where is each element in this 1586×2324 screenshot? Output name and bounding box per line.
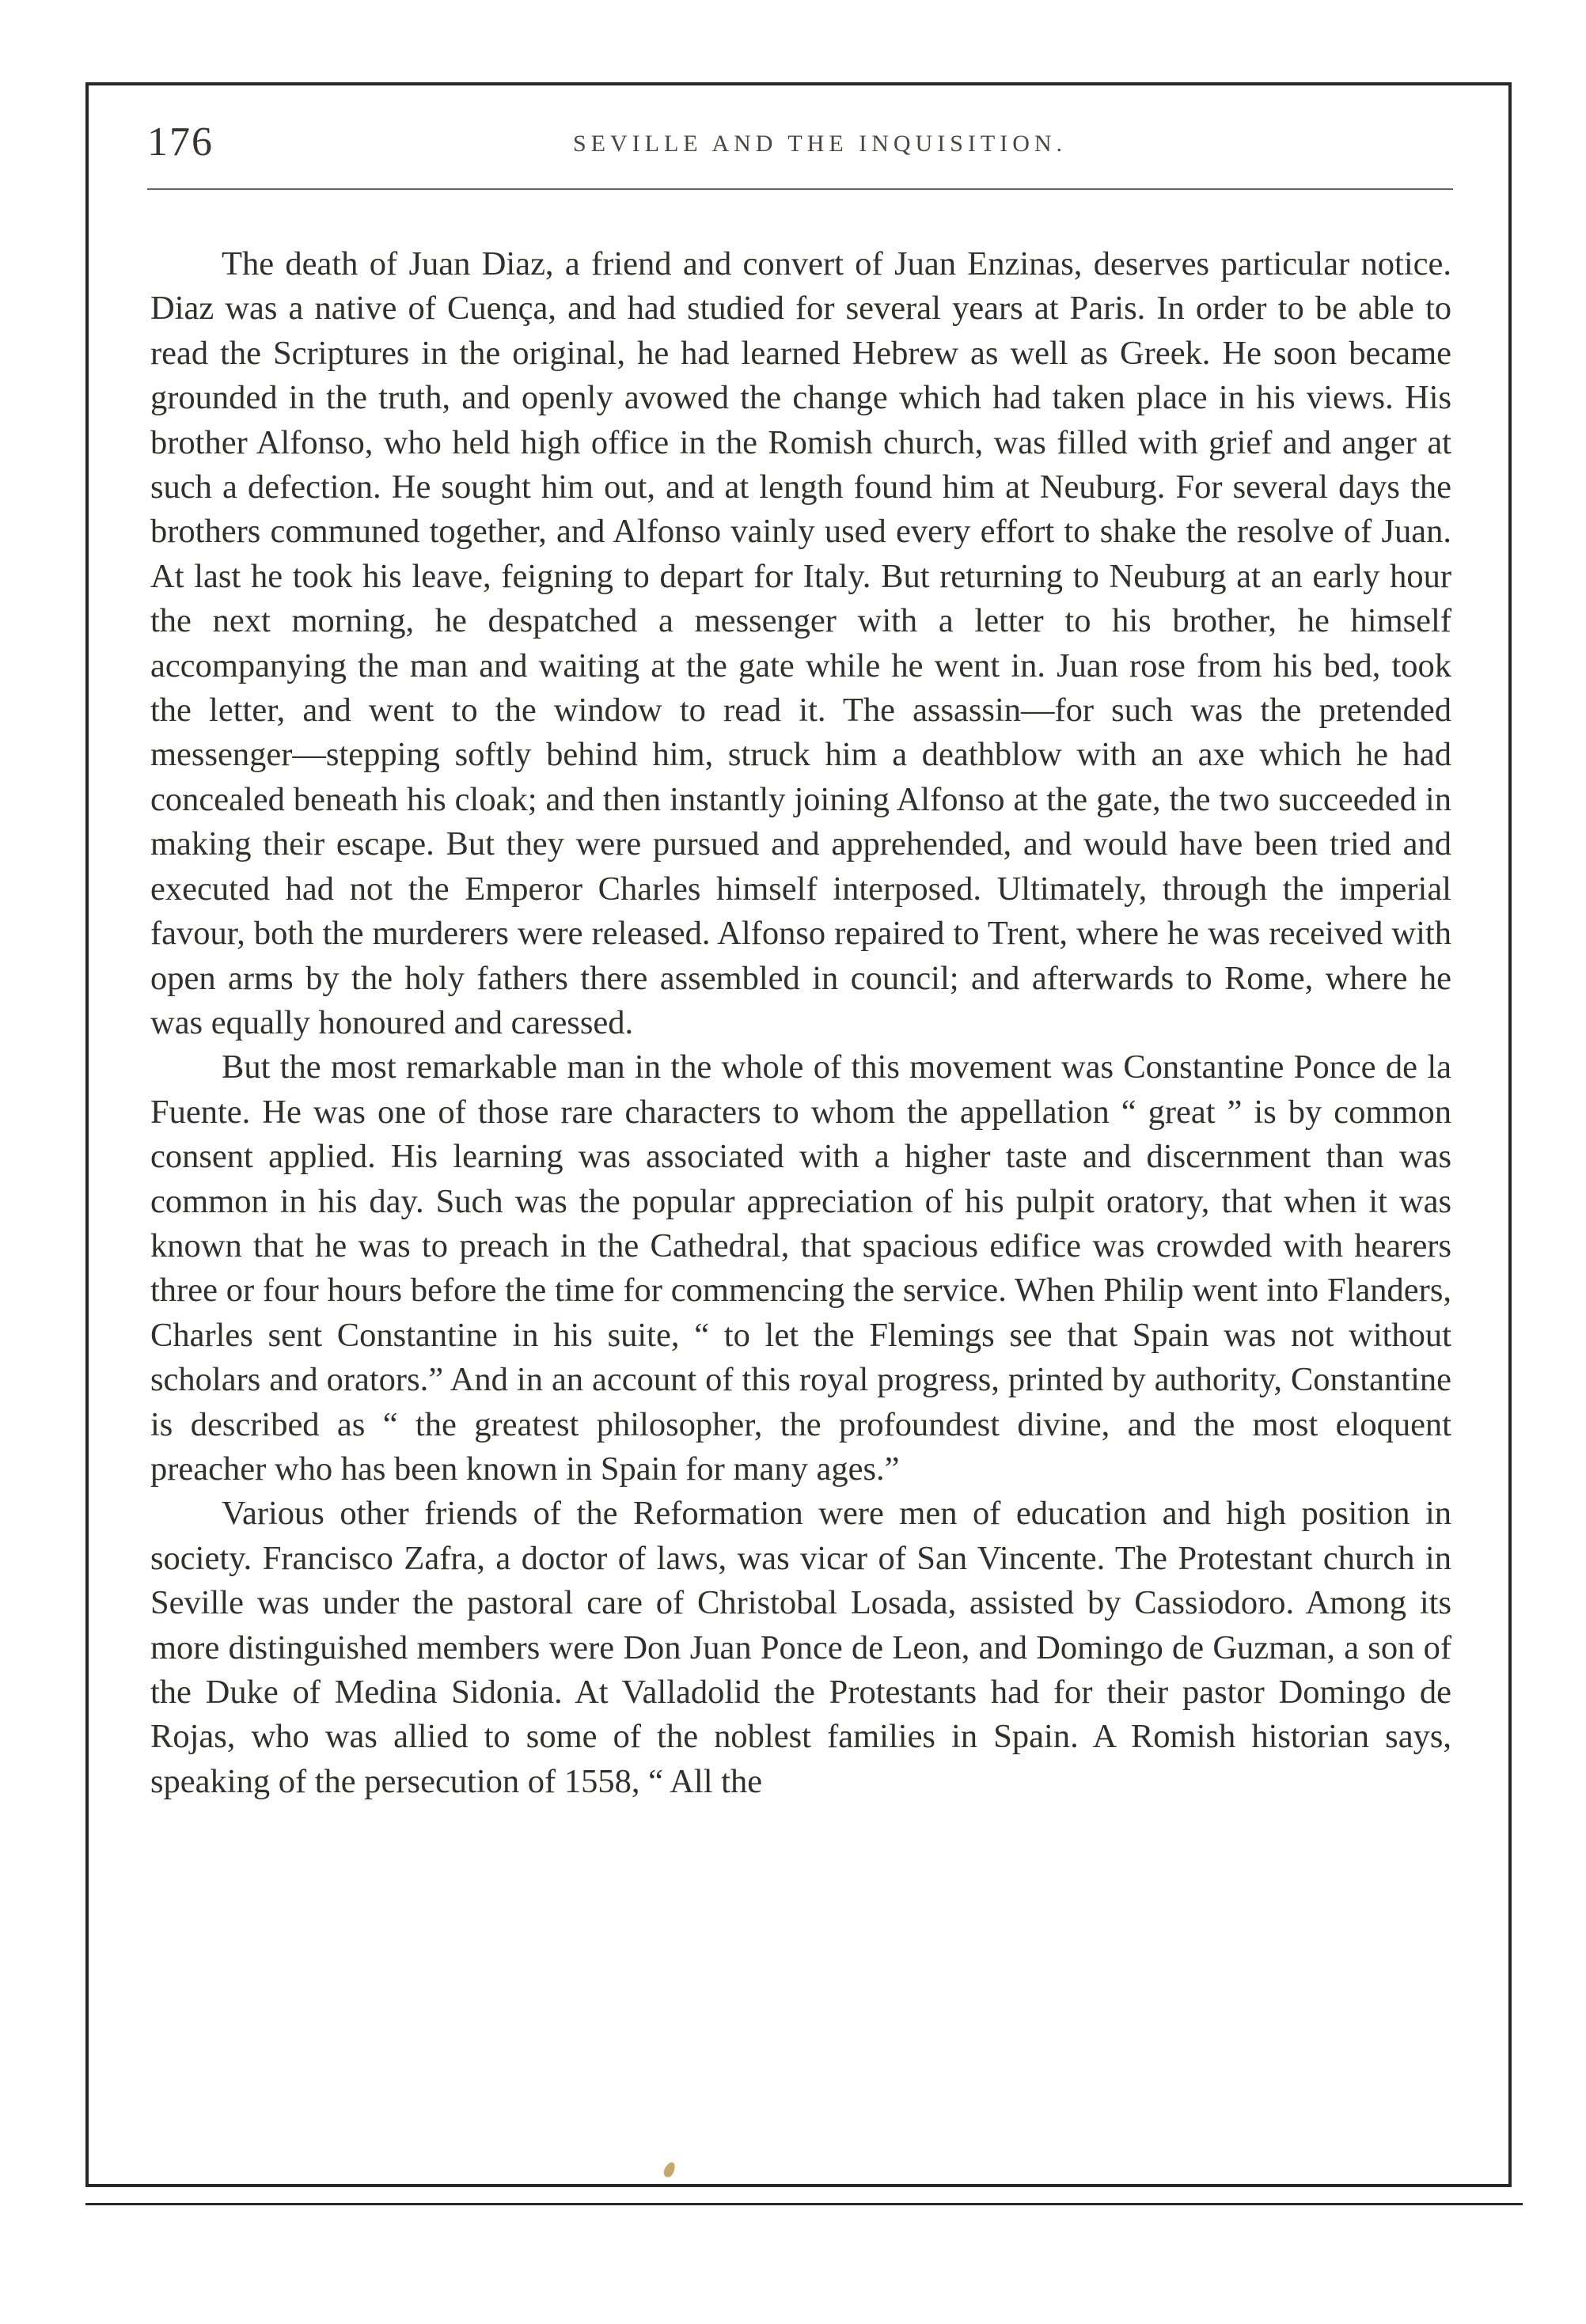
paragraph-constantine: But the most remarkable man in the whole of this movement was Constantine Ponce de la Fuente. He was one of those rare characters to whom the appellation “ great ” is by common consent applied. His learning was associated with a higher taste and discernment than was common in his day. Such was the popular appreciation of his pulpit oratory, that when it was known that he was to preach in the Cathedral, that spacious edifice was crowded with hearers three or four hours before the time for commencing the service. When Philip went into Flanders, Charles sent Constantine in his suite, “ to let the Flemings see that Spain was not without scholars and orators.” And in an account of this royal progress, printed by authority, Constantine is described as “ the greatest philosopher, the profoundest divine, and the most eloquent preacher who has been known in Spain for many ages.” bbox=[150, 1048, 1451, 1488]
running-title: SEVILLE AND THE INQUISITION. bbox=[572, 131, 1068, 157]
page-border-bottom-rule bbox=[85, 2203, 1523, 2205]
header-rule bbox=[147, 188, 1453, 190]
body-text bbox=[150, 242, 1451, 1804]
paragraph-juan-diaz: The death of Juan Diaz, a friend and convert of Juan Enzinas, deserves particular notice. Diaz was a native of Cuença, and had studied for several years at Paris. In order to be able to read the Scriptures in the original, he had learned Hebrew as well as Greek. He soon became grounded in the truth, and openly avowed the change which had taken place in his views. His brother Alfonso, who held high office in the Romish church, was filled with grief and anger at such a defection. He sought him out, and at length found him at Neuburg. For several days the brothers communed together, and Alfonso vainly used every effort to shake the resolve of Juan. At last he took his leave, feigning to depart for Italy. But returning to Neuburg at an early hour the next morning, he despatched a messenger with a letter to his brother, he himself accompanying the man and waiting at the gate while he went in. Juan rose from his bed, took the letter, and went to the window to read it. The assassin—for such was the pretended messenger—stepping softly behind him, struck him a deathblow with an axe which he had concealed beneath his cloak; and then instantly joining Alfonso at the gate, the two succeeded in making their escape. But they were pursued and apprehended, and would have been tried and executed had not the Emperor Charles himself interposed. Ultimately, through the imperial favour, both the murderers were released. Alfonso repaired to Trent, where he was received with open arms by the holy fathers there assembled in council; and afterwards to Rome, where he was equally honoured and caressed. bbox=[150, 245, 1451, 1041]
page-number: 176 bbox=[147, 119, 214, 165]
paragraph-reformation-friends: Various other friends of the Reformation were men of education and high position in society. Francisco Zafra, a doctor of laws, was vicar of San Vincente. The Protestant church in Seville was under the pastoral care of Christobal Losada, assisted by Cassiodoro. Among its more distinguished members were Don Juan Ponce de Leon, and Domingo de Guzman, a son of the Duke of Medina Sidonia. At Valladolid the Protestants had for their pastor Domingo de Rojas, who was allied to some of the noblest families in Spain. A Romish historian says, speaking of the persecution of 1558, “ All the bbox=[150, 1495, 1451, 1800]
page-header bbox=[147, 119, 1453, 166]
